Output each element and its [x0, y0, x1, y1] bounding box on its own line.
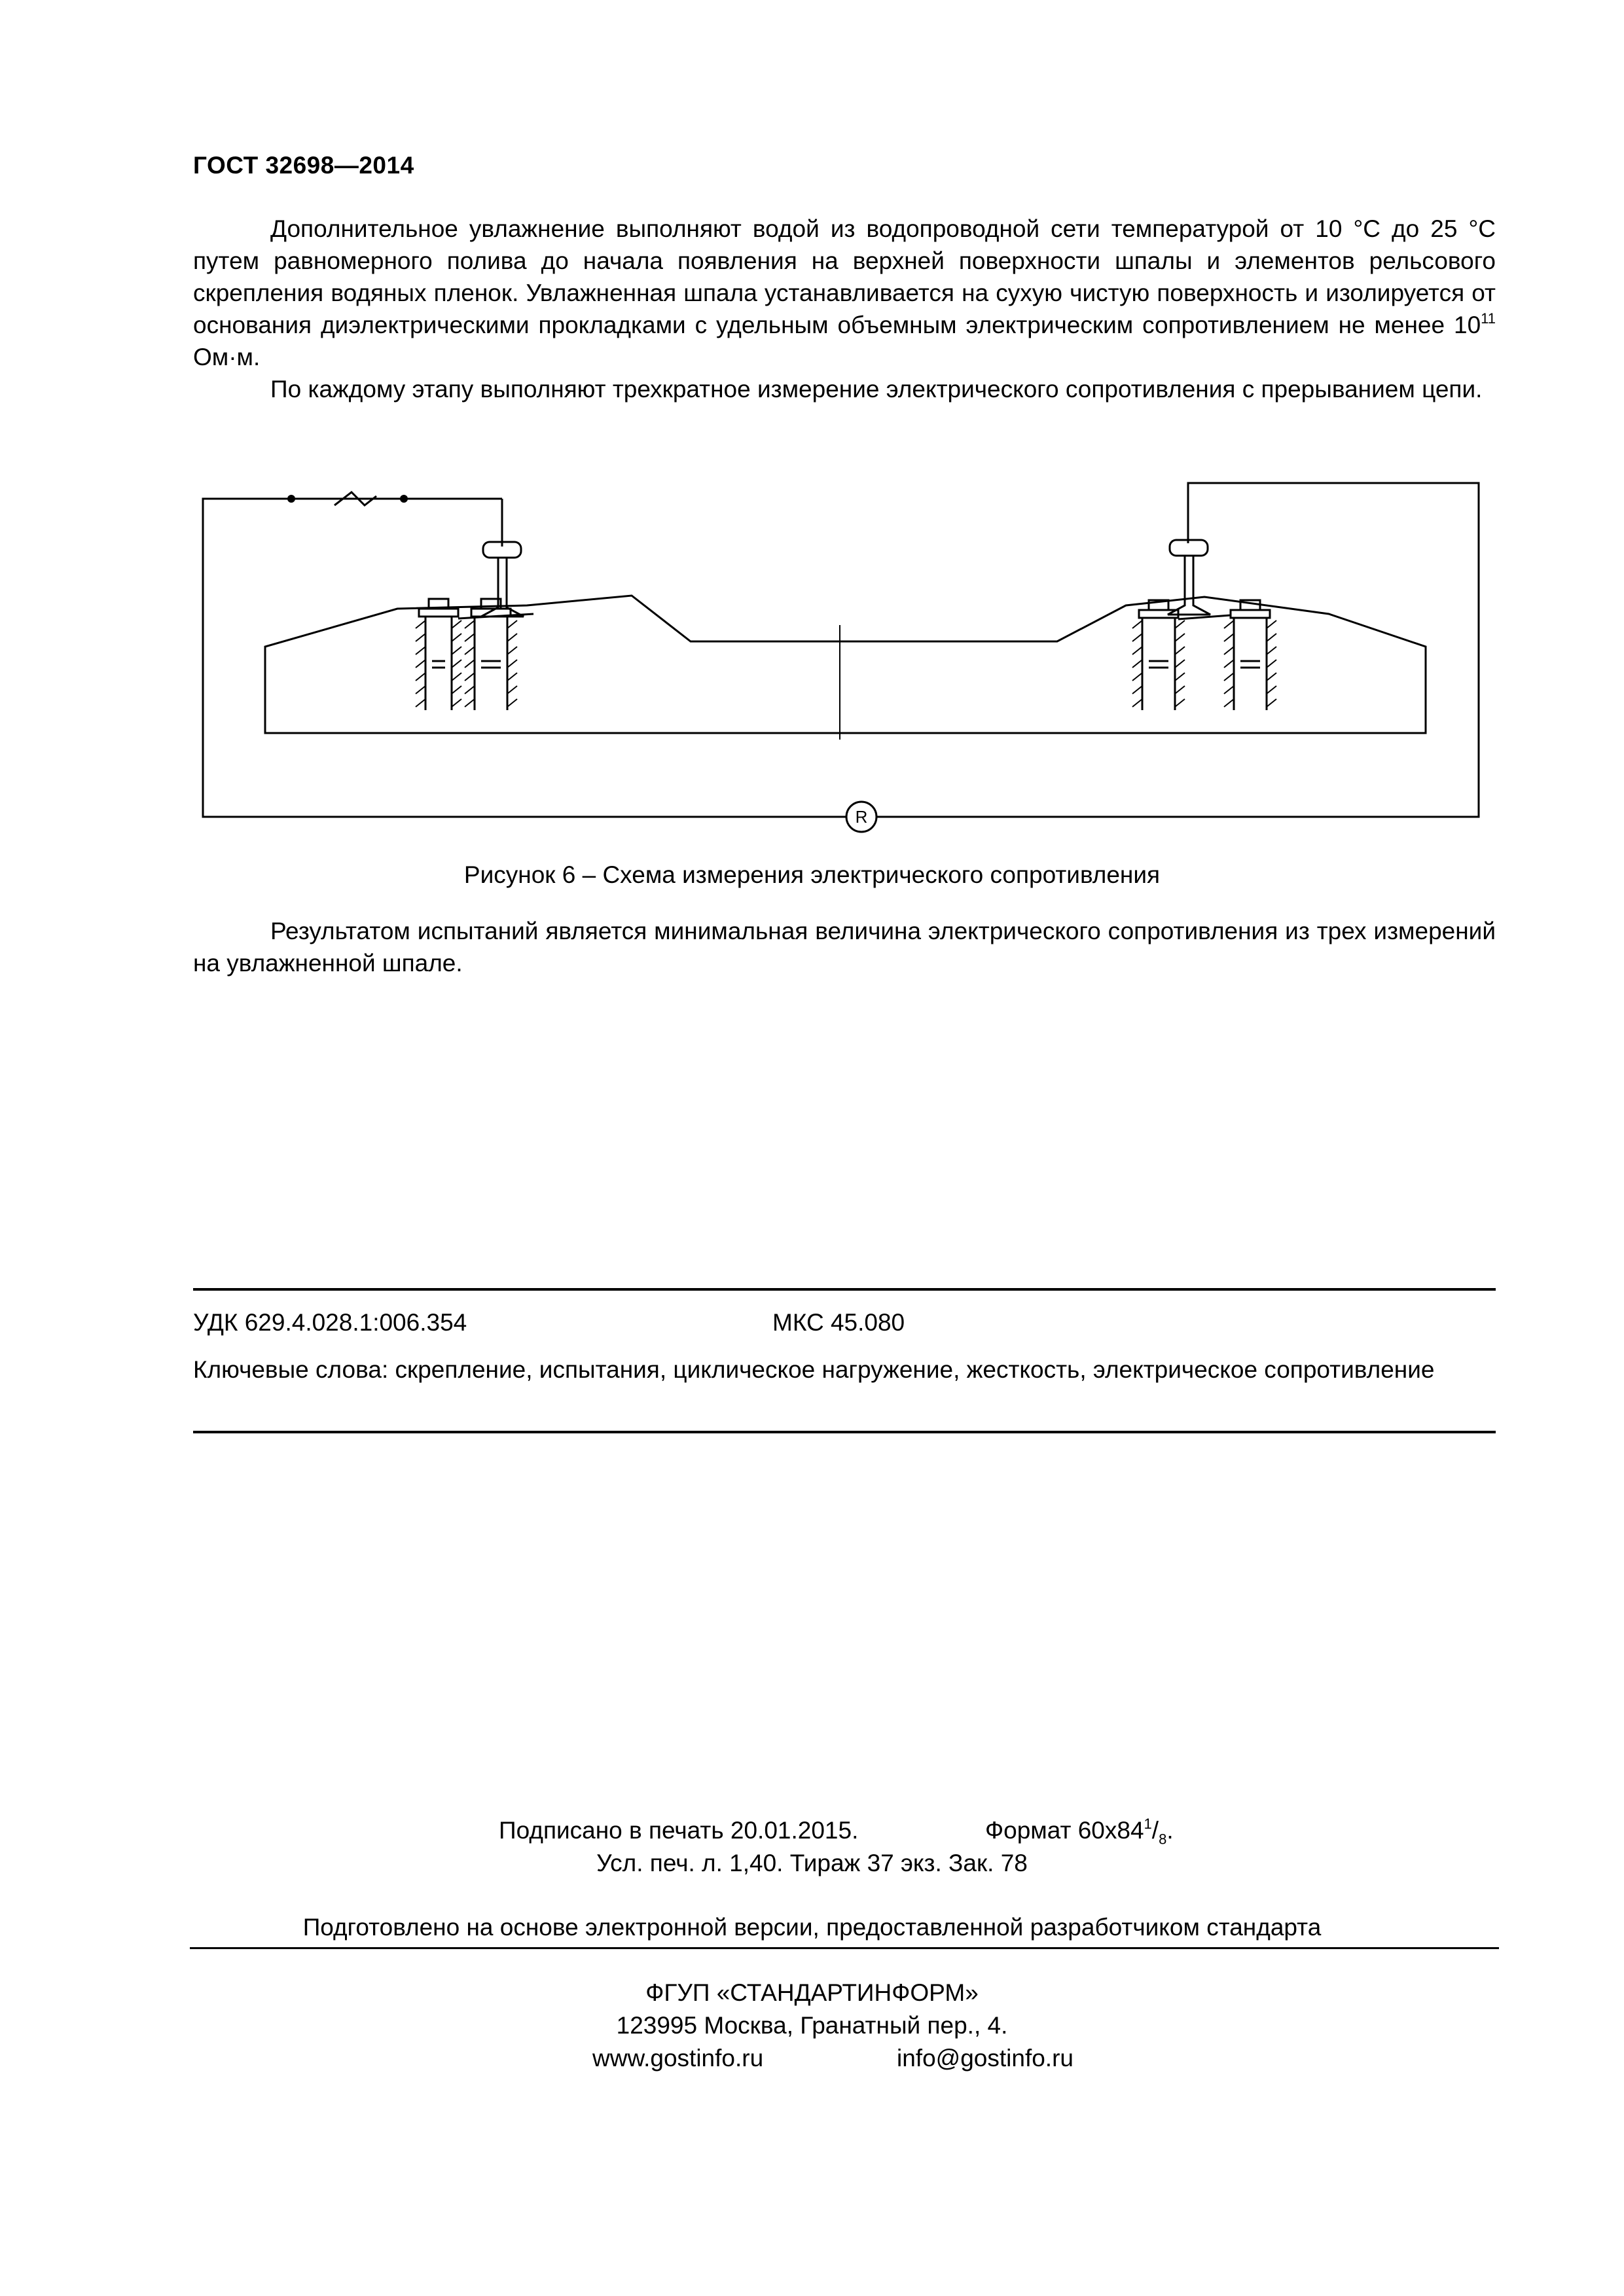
- body-text: [193, 213, 1496, 405]
- udk-code: УДК 629.4.028.1:006.354: [193, 1309, 467, 1336]
- publisher-address: 123995 Москва, Гранатный пер., 4.: [616, 2012, 1008, 2039]
- paragraph-result: Результатом испытаний является минимальная величина электрического сопротивления из трех измерений на увлажненной шпале.: [193, 918, 1496, 977]
- imprint-divider: [190, 1947, 1499, 1949]
- paragraph-measurement: По каждому этапу выполняют трехкратное измерение электрического сопротивления с прерыванием цепи.: [270, 376, 1483, 403]
- divider-top: [193, 1288, 1496, 1291]
- mks-code: МКС 45.080: [772, 1309, 905, 1336]
- keywords: Ключевые слова: скрепление, испытания, циклическое нагружение, жесткость, электрическое сопротивление: [193, 1356, 1435, 1383]
- format-label: Формат 60x84: [985, 1817, 1144, 1844]
- signed-date: Подписано в печать 20.01.2015.: [499, 1817, 859, 1844]
- divider-bottom: [193, 1431, 1496, 1433]
- prepared-note: Подготовлено на основе электронной версии, предоставленной разработчиком стандарта: [302, 1914, 1322, 1941]
- resistor-label: R: [855, 807, 868, 827]
- paragraph-text: Дополнительное увлажнение выполняют водой из водопроводной сети температурой от 10 °С до 25 °С путем равномерного полива до начала появления на верхней поверхности шпалы и элементов рельсового скрепления водяных пленок. Увлажненная шпала устанавливается на сухую чистую поверхность и изолируется от основания диэлектрическими прокладками с удельным объемным электрическим сопротивлением не менее 10: [193, 215, 1496, 338]
- document-code: ГОСТ 32698—2014: [193, 152, 414, 179]
- exponent: 11: [1481, 310, 1496, 327]
- email-link[interactable]: info@gostinfo.ru: [897, 2045, 1074, 2072]
- publisher-name: ФГУП «СТАНДАРТИНФОРМ»: [645, 1979, 979, 2006]
- format-numerator: 1: [1144, 1815, 1152, 1832]
- print-format: Формат $60x84^1/_8$.: [985, 1815, 1174, 1848]
- unit: Ом·м.: [193, 344, 261, 370]
- print-details: Усл. печ. л. 1,40. Тираж 37 экз. Зак. 78: [596, 1850, 1028, 1876]
- format-denominator: 8: [1159, 1831, 1167, 1848]
- result-text: [193, 915, 1496, 979]
- figure-caption: Рисунок 6 – Схема измерения электрического сопротивления: [463, 861, 1161, 888]
- measurement-scheme-figure: [193, 471, 1502, 851]
- paragraph-humidification: [193, 213, 1496, 373]
- website-link[interactable]: www.gostinfo.ru: [592, 2045, 764, 2072]
